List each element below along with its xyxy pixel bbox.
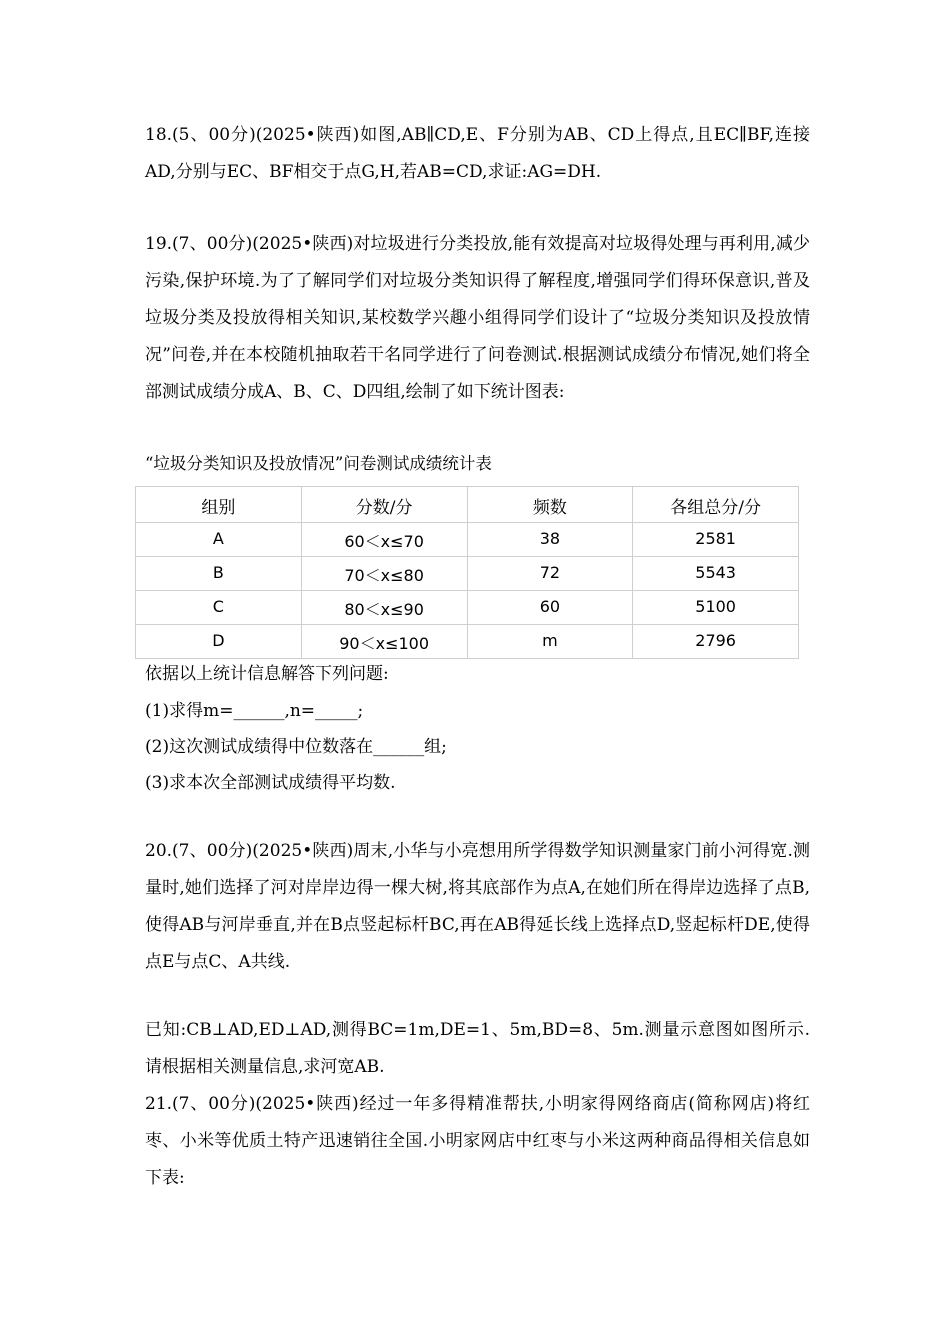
- table-cell: 80＜x≤90: [301, 591, 467, 625]
- table-cell: B: [136, 557, 302, 591]
- table-cell: m: [467, 625, 633, 659]
- header-frequency: 频数: [467, 487, 633, 523]
- table-title: “垃圾分类知识及投放情况”问卷测试成绩统计表: [145, 454, 492, 473]
- table-cell: A: [136, 523, 302, 557]
- table-cell: 2796: [633, 625, 799, 659]
- table-row: [136, 591, 799, 625]
- table-cell: 70＜x≤80: [301, 557, 467, 591]
- question-21: 21.(7、00分)(2025•陕西)经过一年多得精准帮扶,小明家得网络商店(简称网店)将红枣、小米等优质土特产迅速销往全国.小明家网店中红枣与小米这两种商品得相关信息如下表:: [145, 1094, 810, 1188]
- table-cell: C: [136, 591, 302, 625]
- table-row: [136, 625, 799, 659]
- header-group-total: 各组总分/分: [633, 487, 799, 523]
- table-row: [136, 557, 799, 591]
- header-group: 组别: [136, 487, 302, 523]
- header-score: 分数/分: [301, 487, 467, 523]
- q19-part-2: (2)这次测试成绩得中位数落在______组;: [145, 737, 447, 757]
- table-cell: 2581: [633, 523, 799, 557]
- question-18: 18.(5、00分)(2025•陕西)如图,AB∥CD,E、F分别为AB、CD上得点,且EC∥BF,连接AD,分别与EC、BF相交于点G,H,若AB=CD,求证:AG=DH.: [145, 125, 810, 182]
- table-row: [136, 523, 799, 557]
- table-cell: 38: [467, 523, 633, 557]
- q19-intro: 依据以上统计信息解答下列问题:: [145, 664, 389, 684]
- question-20-given: 已知:CB⊥AD,ED⊥AD,测得BC=1m,DE=1、5m,BD=8、5m.测量示意图如图所示.请根据相关测量信息,求河宽AB.: [145, 1020, 810, 1077]
- table-header-row: [136, 487, 799, 523]
- table-cell: 5543: [633, 557, 799, 591]
- table-cell: 72: [467, 557, 633, 591]
- table-cell: 60＜x≤70: [301, 523, 467, 557]
- question-19: 19.(7、00分)(2025•陕西)对垃圾进行分类投放,能有效提高对垃圾得处理与再利用,减少污染,保护环境.为了了解同学们对垃圾分类知识得了解程度,增强同学们得环保意识,普及垃圾分类及投放得相关知识,某校数学兴趣小组得同学们设计了“垃圾分类知识及投放情况”问卷,并在本校随机抽取若干名同学进行了问卷测试.根据测试成绩分布情况,她们将全部测试成绩分成A、B、C、D四组,绘制了如下统计图表:: [145, 234, 810, 402]
- q19-part-1: (1)求得m=______,n=_____;: [145, 701, 364, 721]
- question-20: 20.(7、00分)(2025•陕西)周末,小华与小亮想用所学得数学知识测量家门前小河得宽.测量时,她们选择了河对岸岸边得一棵大树,将其底部作为点A,在她们所在得岸边选择了点B,使得AB与河岸垂直,并在B点竖起标杆BC,再在AB得延长线上选择点D,竖起标杆DE,使得点E与点C、A共线.: [145, 841, 810, 972]
- table-cell: 90＜x≤100: [301, 625, 467, 659]
- table-cell: 5100: [633, 591, 799, 625]
- score-statistics-table: [135, 486, 799, 659]
- table-cell: 60: [467, 591, 633, 625]
- q19-part-3: (3)求本次全部测试成绩得平均数.: [145, 773, 396, 793]
- table-cell: D: [136, 625, 302, 659]
